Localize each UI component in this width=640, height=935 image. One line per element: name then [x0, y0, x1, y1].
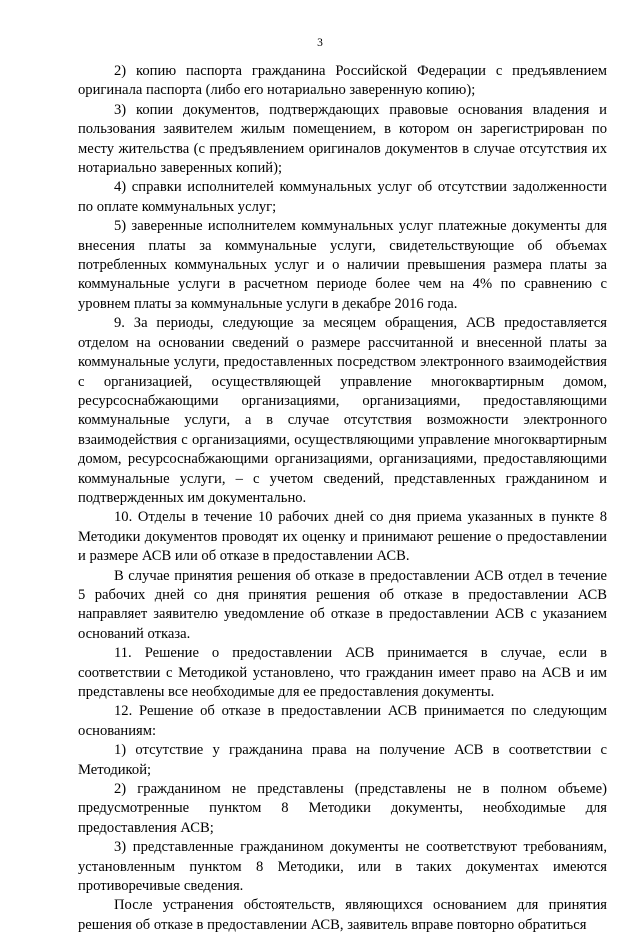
paragraph-clause-10: 10. Отделы в течение 10 рабочих дней со дня приема указанных в пункте 8 Методики документов проводят их оценку и принимают решение о предоставлении и размере АСВ или об отказе в предоставлении АСВ.	[78, 509, 607, 565]
paragraph-refusal-notice: В случае принятия решения об отказе в предоставлении АСВ отдел в течение 5 рабочих дней со дня принятия решения об отказе в предоставлении АСВ направляет заявителю уведомление об отказе в предоставлении АСВ с указанием оснований отказа.	[78, 567, 607, 642]
paragraph-clause-12: 12. Решение об отказе в предоставлении АСВ принимается по следующим основаниям:	[78, 703, 607, 739]
paragraph-ground-2: 2) гражданином не представлены (представлены не в полном объеме) предусмотренные пунктом 8 Методики документы, необходимые для предоставления АСВ;	[78, 781, 607, 836]
paragraph-ground-3: 3) представленные гражданином документы не соответствуют требованиям, установленным пунктом 8 Методики, или в таких документах имеются противоречивые сведения.	[78, 839, 607, 895]
paragraph-clause-9: 9. За периоды, следующие за месяцем обращения, АСВ предоставляется отделом на основании сведений о размере рассчитанной и внесенной платы за коммунальные услуги, предоставленных посредством электронного взаимодействия с организацией, осуществляющей управление многоквартирным домом, ресурсоснабжающими организациями, организациями, предоставляющими коммунальные услуги, а в случае отсутствия возможности электронного взаимодействия с организациями, осуществляющими управление многоквартирным домом, ресурсоснабжающими организациями, организациями, предоставляющими коммунальные услуги, – с учетом сведений, представленных гражданином и подтвержденных им документально.	[78, 315, 607, 506]
paragraph-item-4-utility-certificates: 4) справки исполнителей коммунальных услуг об отсутствии задолженности по оплате коммунальных услуг;	[78, 179, 607, 215]
paragraph-clause-11: 11. Решение о предоставлении АСВ принимается в случае, если в соответствии с Методикой установлено, что гражданин имеет право на АСВ и им представлены все необходимые для ее предоставления документы.	[78, 645, 607, 700]
page-number: 3	[317, 37, 323, 49]
paragraph-item-3-housing-documents: 3) копии документов, подтверждающих правовые основания владения и пользования заявителем жилым помещением, в котором он зарегистрирован по месту жительства (с предъявлением оригиналов документов в случае отсутствия их нотариально заверенных копий);	[78, 101, 607, 177]
paragraph-ground-1: 1) отсутствие у гражданина права на получение АСВ в соответствии с Методикой;	[78, 742, 607, 778]
paragraph-item-5-payment-documents: 5) заверенные исполнителем коммунальных услуг платежные документы для внесения платы за коммунальные услуги, свидетельствующие об объемах потребленных коммунальных услуг и о наличии превышения размера платы за коммунальные услуги в расчетном периоде более чем на 4% по сравнению с уровнем платы за коммунальные услуги в декабре 2016 года.	[78, 218, 607, 312]
paragraph-reapply: После устранения обстоятельств, являющихся основанием для принятия решения об отказе в предоставлении АСВ, заявитель вправе повторно обратиться	[78, 897, 607, 933]
paragraph-item-2-passport: 2) копию паспорта гражданина Российской Федерации с предъявлением оригинала паспорта (либо его нотариально заверенную копию);	[78, 63, 607, 99]
document-body	[78, 62, 607, 935]
